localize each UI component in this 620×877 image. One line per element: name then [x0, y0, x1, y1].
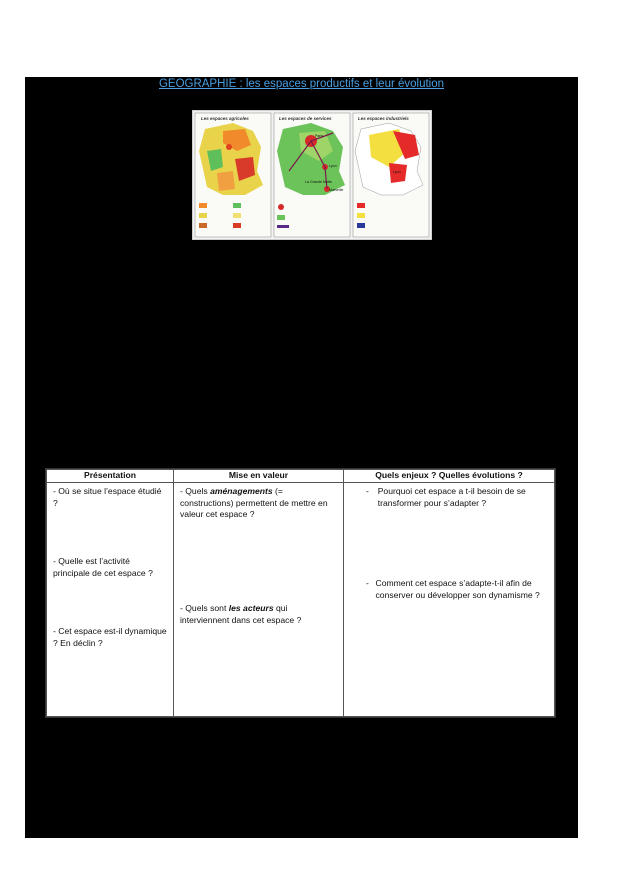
question-acteurs: - Quels sont les acteurs qui interviennent dans cet espace ? — [180, 603, 302, 625]
header-mise-en-valeur: Mise en valeur — [174, 470, 344, 483]
question-adapt: - Comment cet espace s’adapte-t-il afin de conserver ou développer son dynamisme ? — [366, 578, 540, 600]
cell-enjeux — [344, 483, 555, 717]
document-page — [25, 77, 578, 838]
france-maps-image — [192, 110, 432, 240]
question-transform: - Pourquoi cet espace a t-il besoin de se transformer pour s’adapter ? — [366, 486, 526, 508]
question-dynamism: - Cet espace est-il dynamique ? En déclin ? — [53, 626, 167, 648]
cell-mise-en-valeur — [174, 483, 344, 717]
header-enjeux: Quels enjeux ? Quelles évolutions ? — [344, 470, 555, 483]
map3-place: Lyon — [393, 170, 401, 174]
question-amenagements: - Quels aménagements (= constructions) permettent de mettre en valeur cet espace ? — [180, 486, 328, 519]
map2-place: Marseille — [329, 188, 344, 192]
map2-place: La Grande Motte — [305, 180, 332, 184]
map3-title: Les espaces industriels — [358, 116, 409, 121]
header-presentation: Présentation — [47, 470, 174, 483]
table-header-row — [47, 470, 555, 483]
page-title: GEOGRAPHIE : les espaces productifs et leur évolution — [158, 78, 445, 90]
map2-title: Les espaces de services — [279, 116, 332, 121]
map2-place: Lyon — [329, 164, 337, 168]
cell-presentation — [47, 483, 174, 717]
map2-place: Paris — [315, 134, 324, 138]
maps-illustration — [193, 111, 431, 239]
questions-table — [45, 468, 556, 718]
map1-title: Les espaces agricoles — [201, 116, 249, 121]
question-activity: - Quelle est l’activité principale de cet espace ? — [53, 556, 153, 578]
question-location: - Où se situe l’espace étudié ? — [53, 486, 162, 508]
table-row — [47, 483, 555, 717]
